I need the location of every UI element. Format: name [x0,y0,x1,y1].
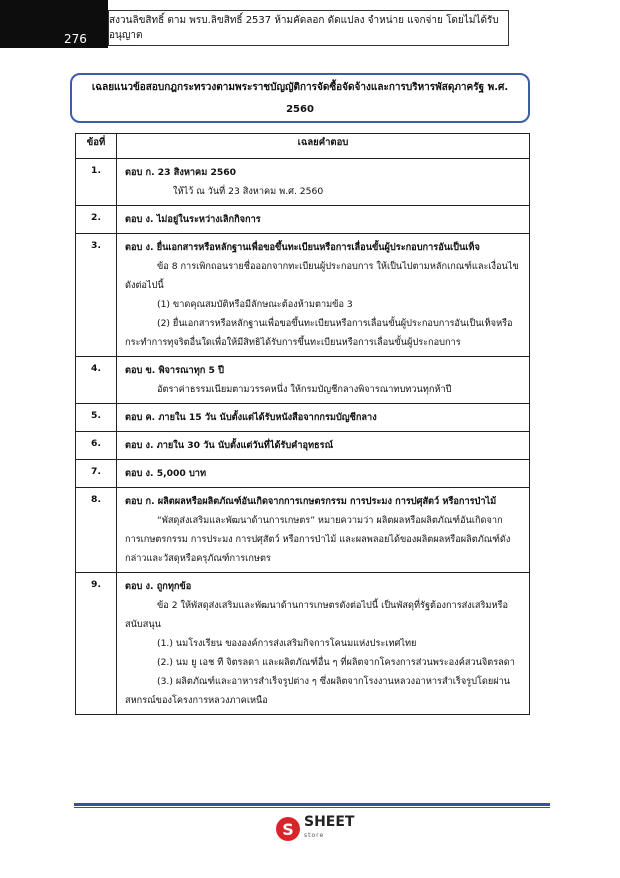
answer-text: ตอบ ก. ผลิตผลหรือผลิตภัณฑ์อันเกิดจากการเกษตรกรรม การประมง การปศุสัตว์ หรือการป่าไม้ [125,496,497,507]
question-number: 2. [76,206,117,234]
answer-text: ตอบ ง. ภายใน 30 วัน นับตั้งแต่วันที่ได้รับคำอุทธรณ์ [125,440,334,451]
answer-cell [117,357,530,404]
answer-cell [117,488,530,573]
question-number: 5. [76,404,117,432]
table-header-row [76,134,530,159]
table-row [76,357,530,404]
explanation-line: ข้อ 8 การเพิกถอนรายชื่อออกจากทะเบียนผู้ประกอบการ ให้เป็นไปตามหลักเกณฑ์และเงื่อนไข ดังต่อไปนี้ [125,261,519,291]
question-number: 4. [76,357,117,404]
table-row [76,206,530,234]
question-number: 8. [76,488,117,573]
explanation-line: (1.) นมโรงเรียน ขององค์การส่งเสริมกิจการโคนมแห่งประเทศไทย [157,638,417,649]
table-row [76,488,530,573]
answer-cell [117,573,530,715]
answer-cell [117,206,530,234]
column-header-no: ข้อที่ [76,134,117,159]
explanation-line: (3.) ผลิตภัณฑ์และอาหารสำเร็จรูปต่าง ๆ ซึ่งผลิตจากโรงงานหลวงอาหารสำเร็จรูปโดยผ่านสหกรณ์ของโครงการหลวงภาคเหนือ [125,676,511,706]
copyright-notice: สงวนลิขสิทธิ์ ตาม พรบ.ลิขสิทธิ์ 2537 ห้ามคัดลอก ดัดแปลง จำหน่าย แจกจ่าย โดยไม่ได้รับอนุญาต [108,10,509,46]
answer-cell [117,460,530,488]
question-number: 7. [76,460,117,488]
title-line-2: 2560 [286,104,314,115]
page-number: 276 [64,32,87,46]
document-title [70,73,530,123]
page-number-box [0,0,108,48]
question-number: 6. [76,432,117,460]
logo-mark-icon: S [276,817,300,841]
answer-text: ตอบ ก. 23 สิงหาคม 2560 [125,167,237,178]
table-row [76,404,530,432]
explanation-line: (1) ขาดคุณสมบัติหรือมีลักษณะต้องห้ามตามข้อ 3 [157,299,353,310]
table-row [76,234,530,357]
explanation-line: (2.) นม ยู เอช ที จิตรลดา และผลิตภัณฑ์อื่น ๆ ที่ผลิตจากโครงการส่วนพระองค์สวนจิตรลดา [157,657,515,668]
answer-text: ตอบ ค. ภายใน 15 วัน นับตั้งแต่ได้รับหนังสือจากกรมบัญชีกลาง [125,412,377,423]
answer-table [75,133,530,715]
answer-cell [117,432,530,460]
answer-cell [117,404,530,432]
explanation-line: ให้ไว้ ณ วันที่ 23 สิงหาคม พ.ศ. 2560 [173,186,324,197]
table-row [76,159,530,206]
answer-text: ตอบ ง. ถูกทุกข้อ [125,581,192,592]
table-row [76,573,530,715]
title-line-1: เฉลยแนวข้อสอบกฎกระทรวงตามพระราชบัญญัติการจัดซื้อจัดจ้างและการบริหารพัสดุภาครัฐ พ.ศ. [91,82,509,93]
question-number: 3. [76,234,117,357]
answer-text: ตอบ ข. พิจารณาทุก 5 ปี [125,365,224,376]
question-number: 9. [76,573,117,715]
explanation-line: ข้อ 2 ให้พัสดุส่งเสริมและพัฒนาด้านการเกษตรดังต่อไปนี้ เป็นพัสดุที่รัฐต้องการส่งเสริมหรือสนับสนุน [125,600,508,630]
sheet-store-logo [276,815,354,843]
table-row [76,460,530,488]
explanation-line: (2) ยื่นเอกสารหรือหลักฐานเพื่อขอขึ้นทะเบียนหรือการเลื่อนขั้นผู้ประกอบการอันเป็นเท็จหรือกระทำการทุจริตอื่นใดเพื่อให้มีสิทธิได้รับการขึ้นทะเบียนหรือการเลื่อนขั้นผู้ประกอบการ [125,318,513,348]
question-number: 1. [76,159,117,206]
answer-cell [117,159,530,206]
logo-text: SHEET [304,814,355,830]
answer-text: ตอบ ง. ยื่นเอกสารหรือหลักฐานเพื่อขอขึ้นทะเบียนหรือการเลื่อนขั้นผู้ประกอบการอันเป็นเท็จ [125,242,480,253]
answer-text: ตอบ ง. ไม่อยู่ในระหว่างเลิกกิจการ [125,214,261,225]
table-row [76,432,530,460]
logo-subtext: store [304,832,325,839]
answer-text: ตอบ ง. 5,000 บาท [125,468,206,479]
column-header-answer: เฉลยคำตอบ [117,134,530,159]
explanation-line: “พัสดุส่งเสริมและพัฒนาด้านการเกษตร” หมายความว่า ผลิตผลหรือผลิตภัณฑ์อันเกิดจากการเกษตรกรรม การประมง การปศุสัตว์ หรือการป่าไม้ และผลพลอยได้ของผลิตผลหรือผลิตภัณฑ์ดังกล่าวและวัสดุหรือครุภัณฑ์การเกษตร [125,515,511,564]
answer-cell [117,234,530,357]
explanation-line: อัตราค่าธรรมเนียมตามวรรคหนึ่ง ให้กรมบัญชีกลางพิจารณาทบทวนทุกห้าปี [157,384,452,395]
footer-divider [74,803,550,806]
footer-divider-thin [74,807,550,808]
